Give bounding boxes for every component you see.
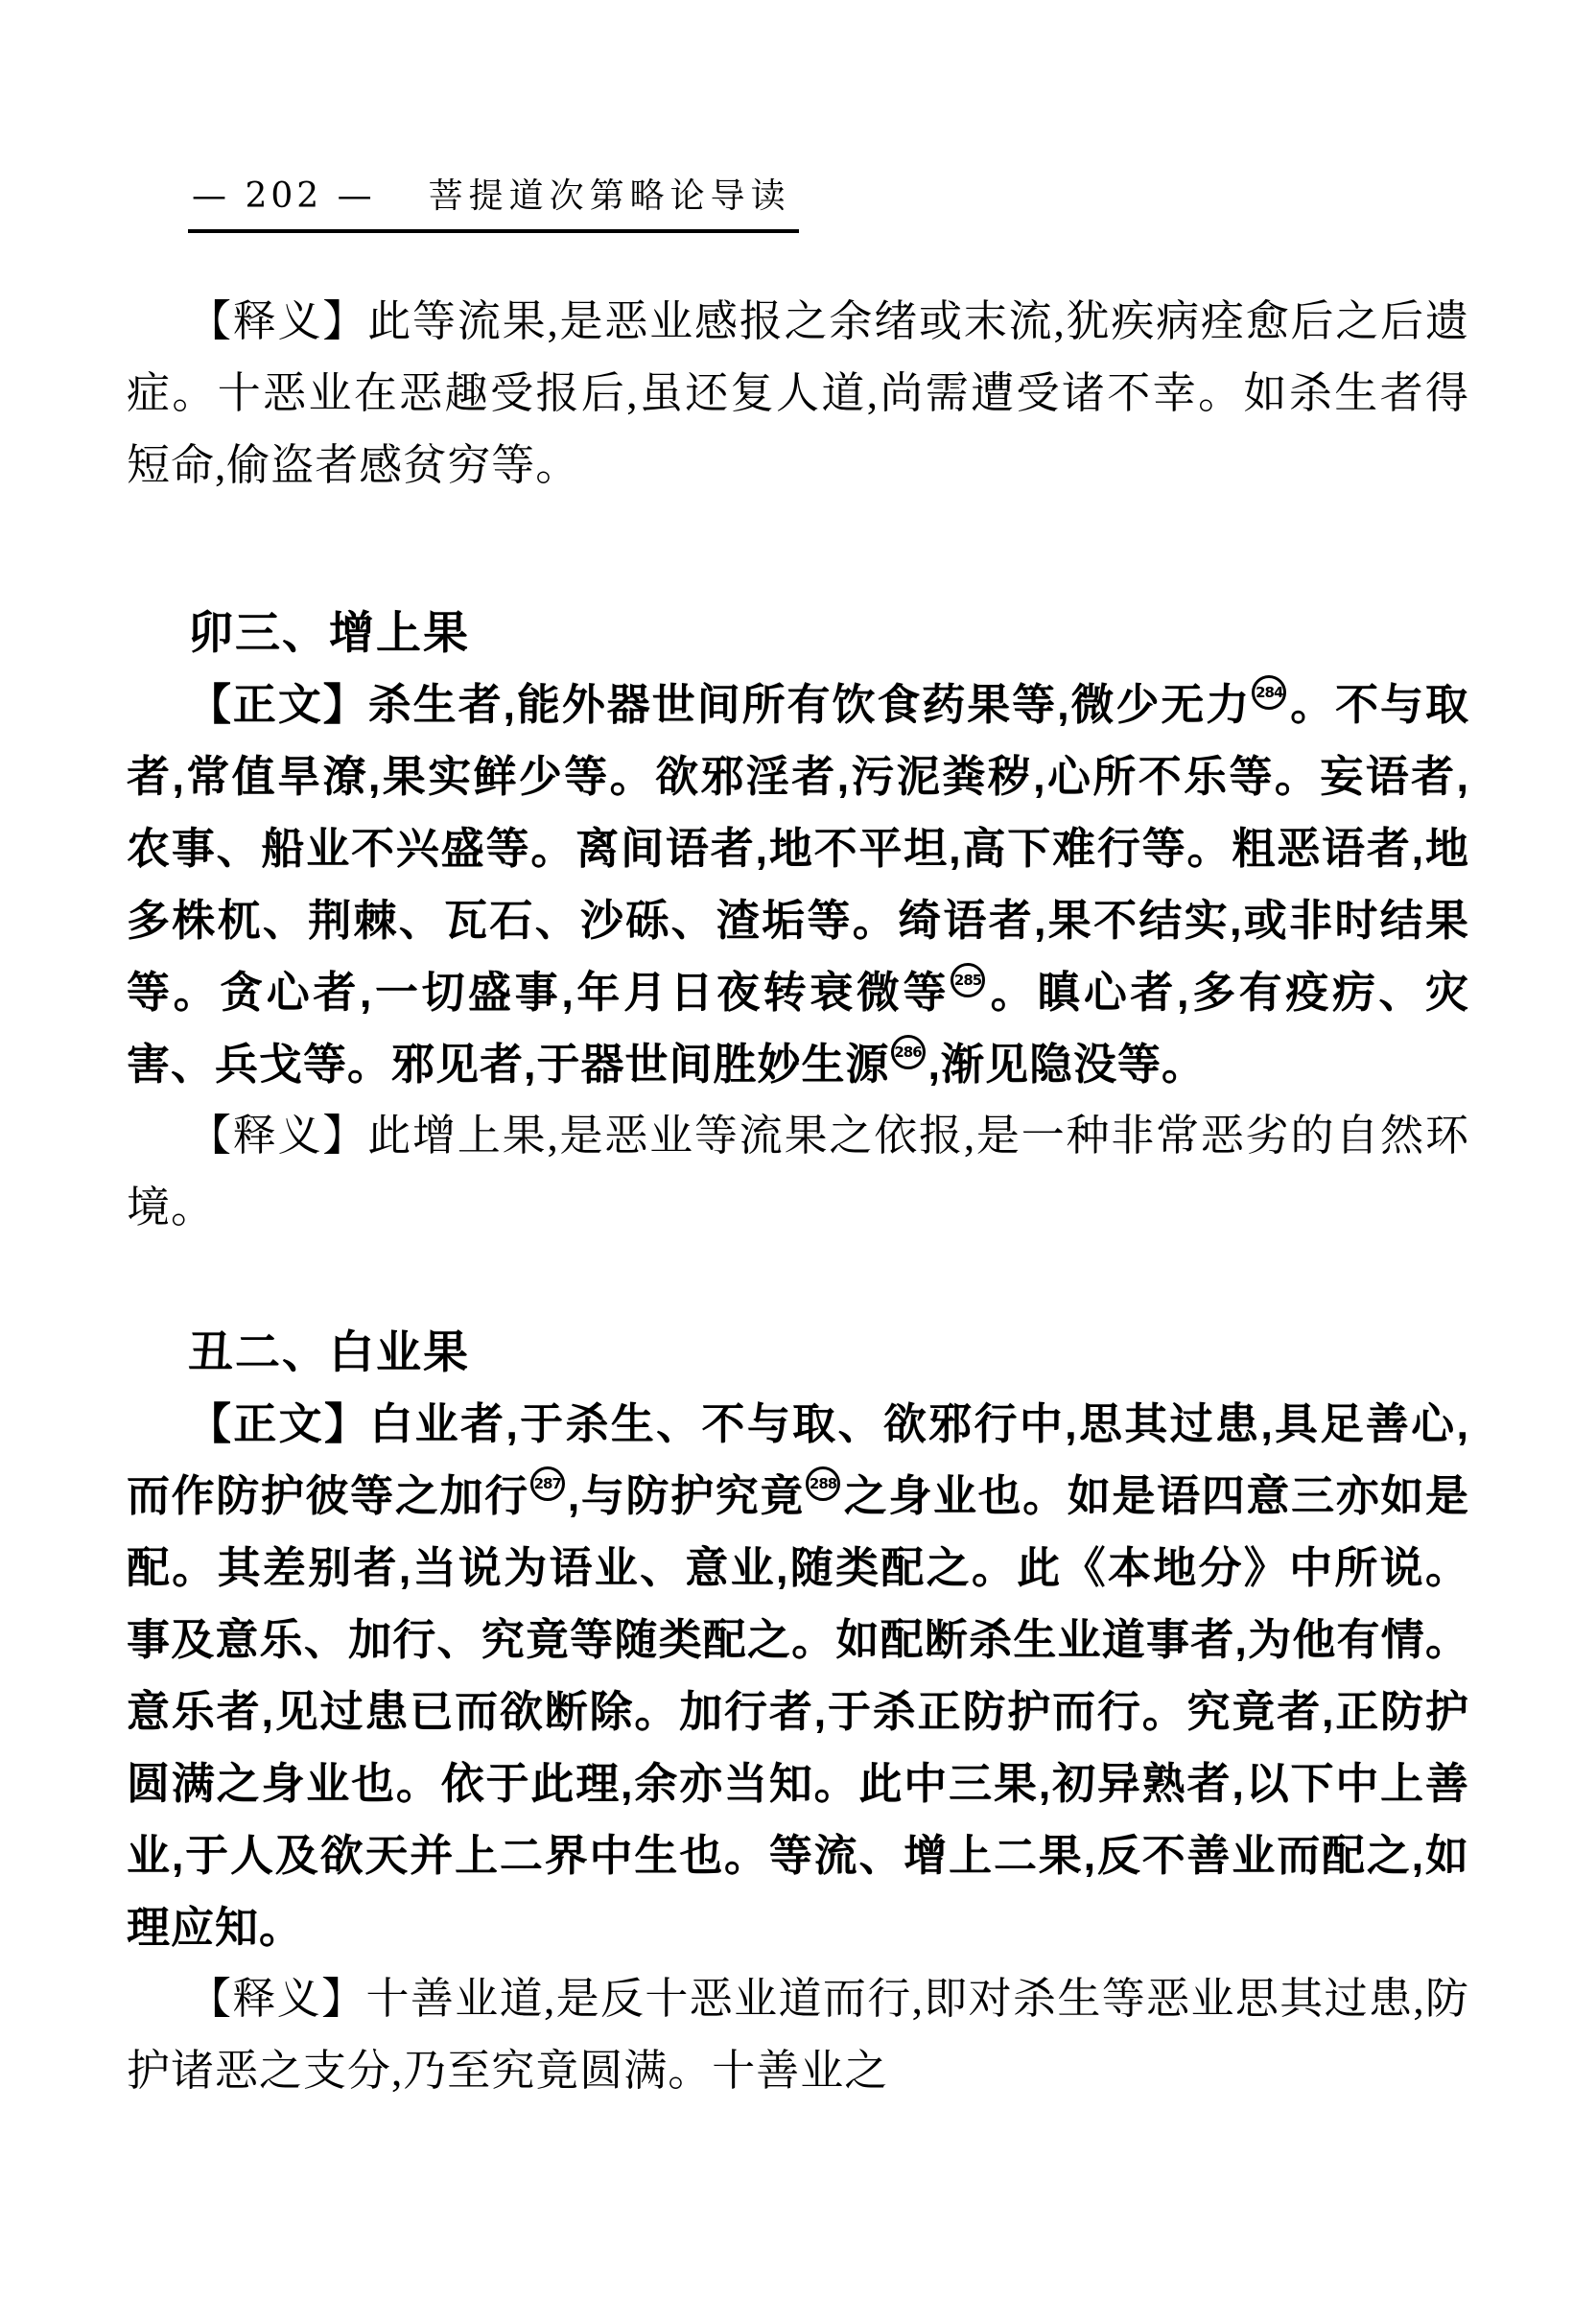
zhengwen2-text-2: 之身业也。如是语四意三亦如是配。其差别者,当说为语业、意业,随类配之。此《本地分》中所说。事及意乐、加行、究竟等随类配之。如配断杀生业道事者,为他有情。意乐者,见过患已而欲断除。加行者,于杀正防护而行。究竟者,正防护圆满之身业也。依于此理,余亦当知。此中三果,初异熟者,以下中上善业,于人及欲天并上二界中生也。等流、增上二果,反不善业而配之,如理应知。 (127, 1471, 1469, 1952)
zhengwen1-text-1: 。不与取者,常值旱潦,果实鲜少等。欲邪淫者,污泥粪秽,心所不乐等。妄语者,农事、船业不兴盛等。离间语者,地不平坦,高下难行等。粗恶语者,地多株杌、荆棘、瓦石、沙砾、渣垢等。绮语者,果不结实,或非时结果等。贪心者,一切盛事,年月日夜转衰微等 (127, 680, 1469, 1017)
paragraph-zhengwen-baiyeguo (127, 1388, 1469, 1963)
zhengwen2-text-1: ,与防护究竟 (567, 1471, 806, 1520)
footnote-ref-287: 287 (530, 1466, 565, 1501)
zhengwen1-text-0: 【正文】杀生者,能外器世间所有饮食药果等,微少无力 (188, 680, 1252, 729)
paragraph-shiyi-zengshangguo: 【释义】此增上果,是恶业等流果之依报,是一种非常恶劣的自然环境。 (127, 1112, 1469, 1231)
zhengwen2-text-0: 【正文】白业者,于杀生、不与取、欲邪行中,思其过患,具足善心,而作防护彼等之加行 (127, 1399, 1469, 1520)
paragraph-shiyi-shishanyedao: 【释义】十善业道,是反十恶业道而行,即对杀生等恶业思其过患,防护诸恶之支分,乃至究竟圆满。十善业之 (127, 1975, 1469, 2095)
paragraph-zhengwen-zengshangguo (127, 668, 1469, 1100)
heading-mao3-zengshangguo: 卯三、增上果 (188, 607, 470, 658)
footnote-ref-286: 286 (891, 1035, 926, 1069)
zhengwen1-text-3: ,渐见隐没等。 (927, 1040, 1207, 1089)
page-header (188, 175, 799, 233)
page-number: — 202 — (192, 176, 376, 216)
page-body (127, 286, 1469, 2107)
footnote-ref-288: 288 (806, 1466, 840, 1501)
paragraph-shiyi-dengliuguo: 【释义】此等流果,是恶业感报之余绪或末流,犹疾病痊愈后之后遗症。十恶业在恶趣受报后,虽还复人道,尚需遭受诸不幸。如杀生者得短命,偷盗者感贫穷等。 (127, 297, 1469, 489)
zhengwen1-text-2: 。瞋心者,多有疫疠、灾害、兵戈等。邪见者,于器世间胜妙生源 (127, 968, 1469, 1089)
heading-chou2-baiyeguo: 丑二、白业果 (188, 1326, 470, 1377)
footnote-ref-285: 285 (951, 963, 985, 997)
running-title: 菩提道次第略论导读 (428, 176, 791, 215)
footnote-ref-284: 284 (1252, 675, 1286, 710)
